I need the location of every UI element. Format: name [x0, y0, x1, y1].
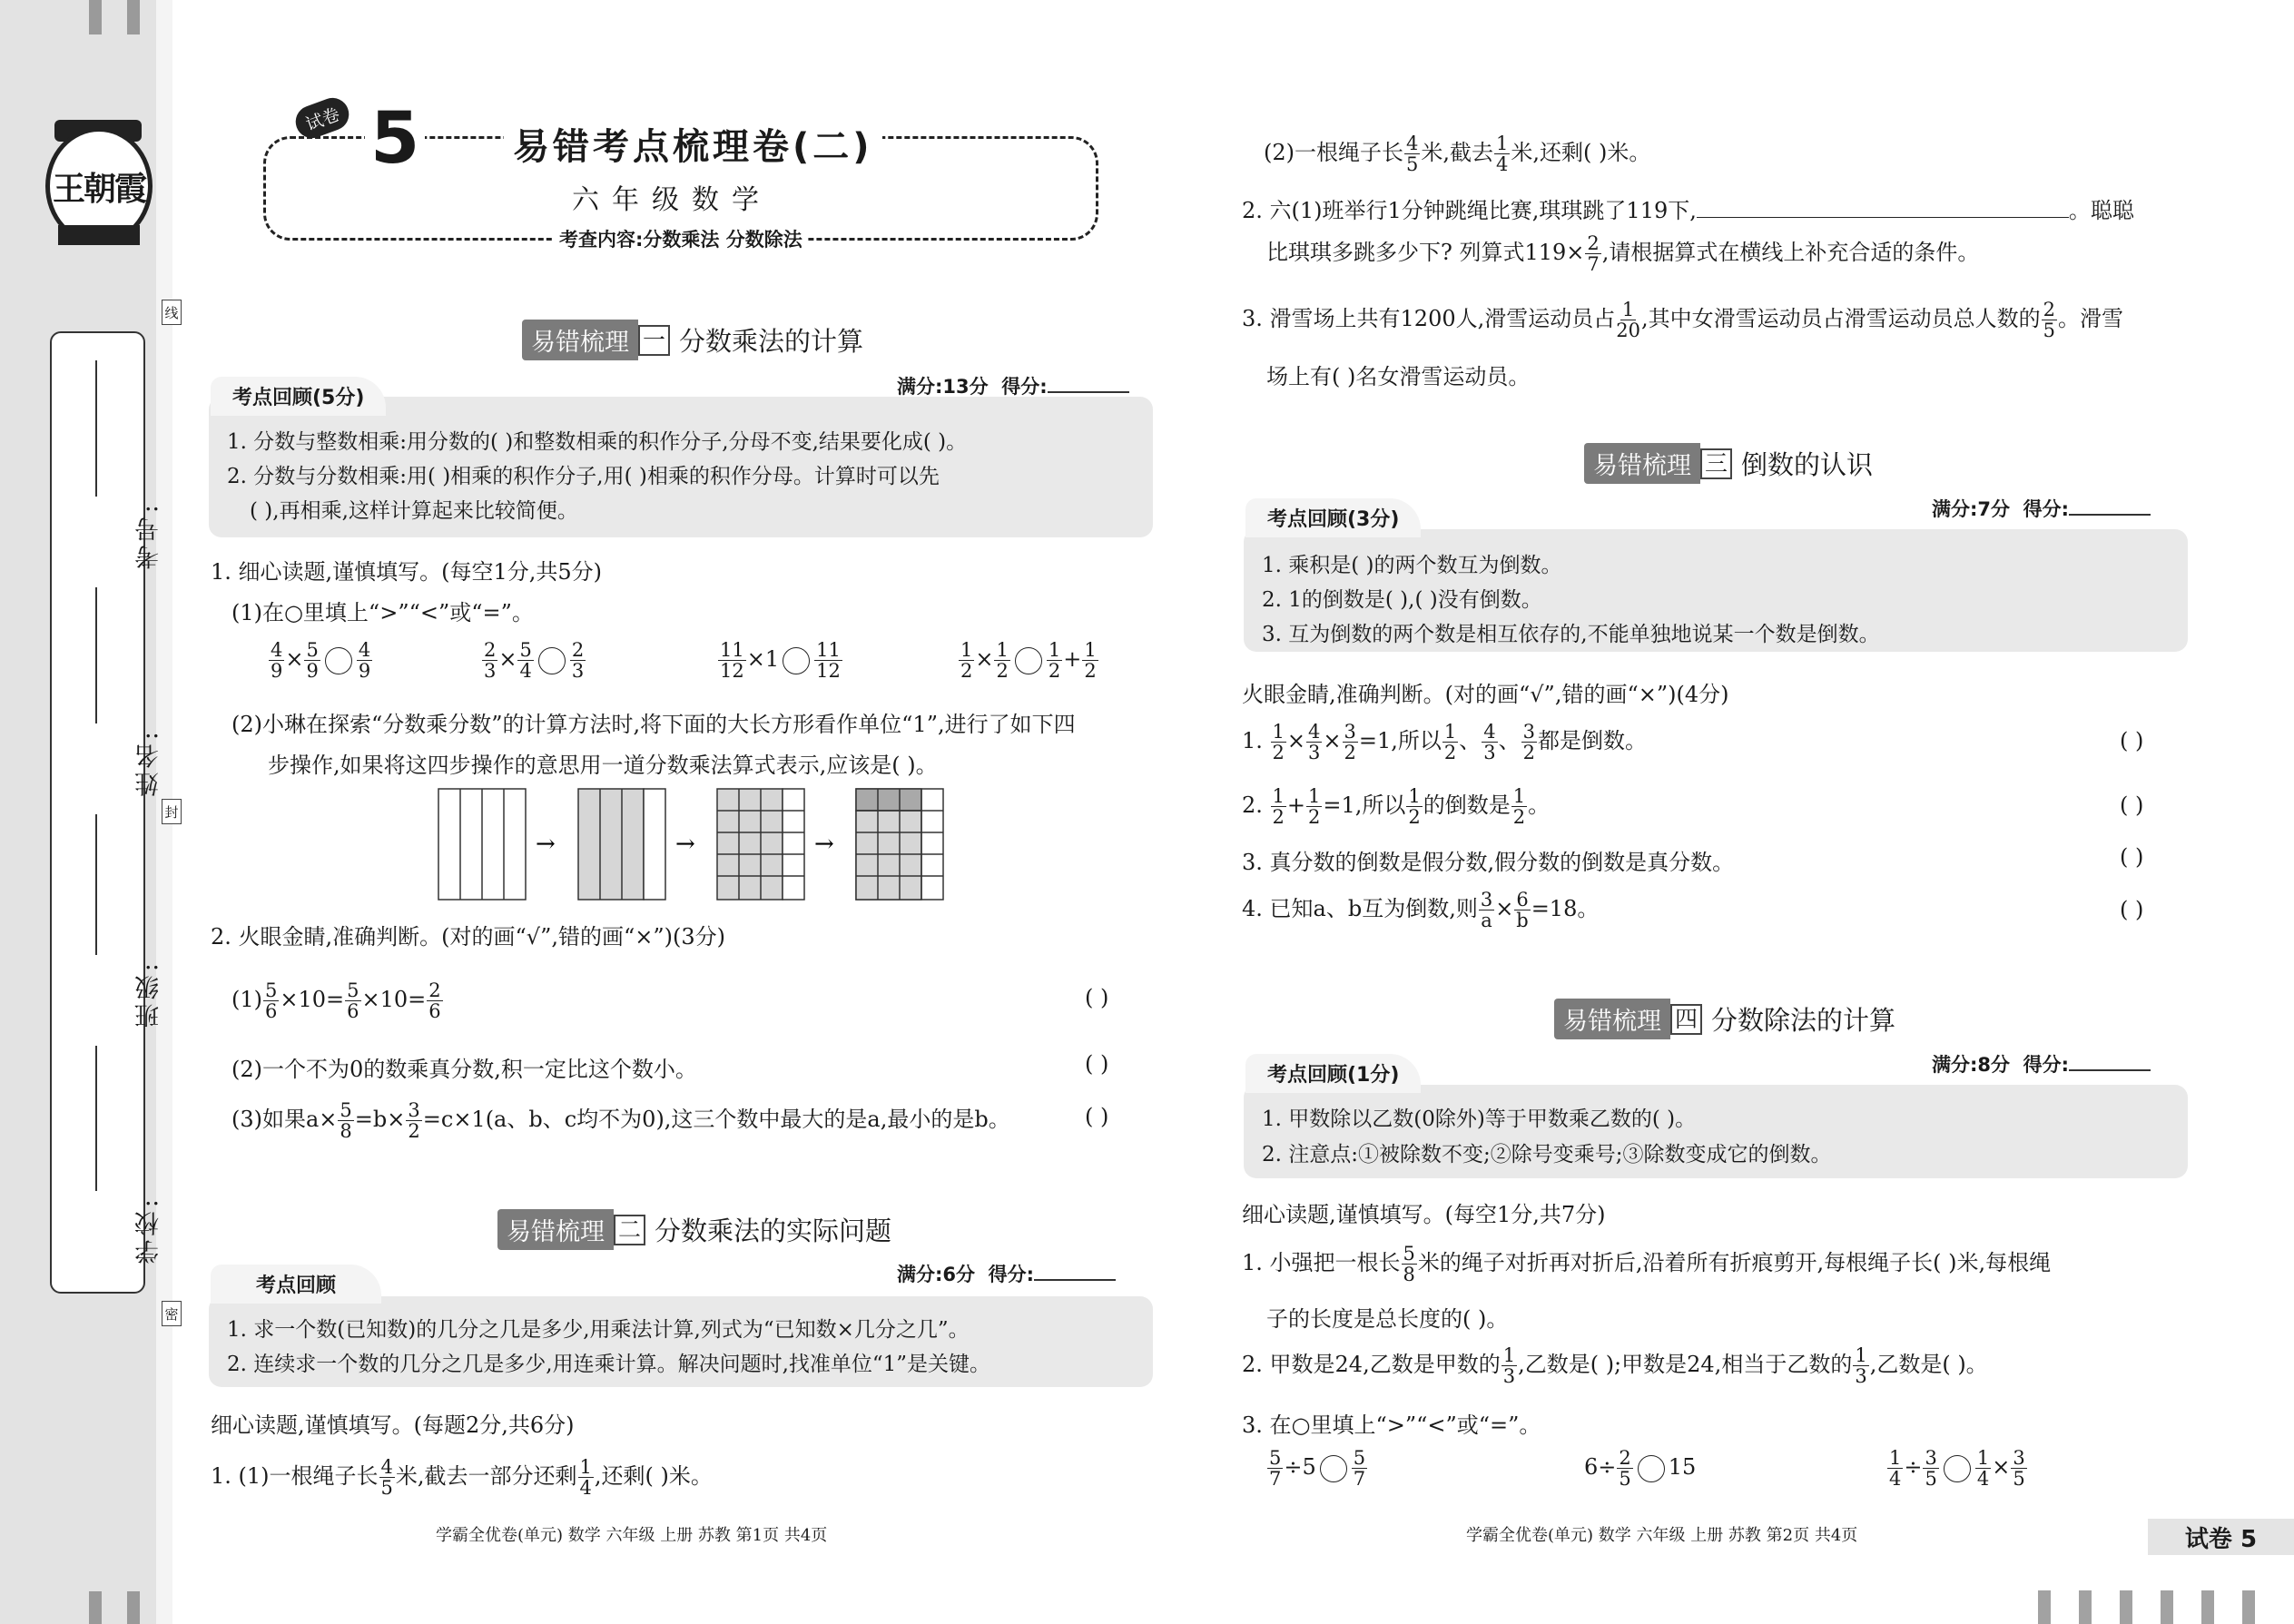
judge-1: (1) $\frac{5}{6}$ ×10= $\frac{5}{6}$ ×10= $\frac{2}{6}$ — [231, 979, 441, 1023]
compare-circle[interactable] — [1638, 1455, 1665, 1482]
compare-expr: $\frac{1}{4}$ ÷ $\frac{3}{5}$ $\frac{1}{4}$ × $\frac{3}{5}$ — [1889, 1447, 2025, 1491]
section-4-head: 细心读题,谨慎填写。(每空1分,共7分) — [1242, 1202, 1606, 1227]
exam-number-label: 考号: — [135, 501, 163, 570]
registration-mark — [2161, 1590, 2173, 1624]
review-tab-2: 考点回顾 — [211, 1265, 381, 1304]
review-line: 3. 互为倒数的两个数是相互依存的,不能单独地说某一个数是倒数。 — [1262, 623, 1880, 646]
review-line: 2. 连续求一个数的几分之几是多少,用连乘计算。解决问题时,找准单位“1”是关键。 — [227, 1353, 991, 1376]
section-2-q1: 1. (1)一根绳子长 $\frac{4}{5}$ 米,截去一部分还剩 $\frac{1}{4}$ ,还剩( )米。 — [211, 1456, 713, 1500]
registration-mark — [89, 1591, 102, 1624]
question-1-1: (1)在○里填上“>”“<”或“=”。 — [231, 600, 534, 625]
school-label: 学校: — [135, 1196, 163, 1265]
registration-mark — [2079, 1590, 2092, 1624]
section-2-head: 细心读题,谨慎填写。(每题2分,共6分) — [211, 1412, 575, 1438]
compare-expr: 6÷ $\frac{2}{5}$ 15 — [1584, 1447, 1697, 1491]
cut-mark-dense: 密 — [162, 1301, 182, 1326]
judge-reciprocal-4: 4. 已知a、b互为倒数,则 $\frac{3}{a}$ × $\frac{6}{b}$ =18。 — [1242, 889, 1600, 932]
section-2-q2: 2. 六(1)班举行1分钟跳绳比赛,琪琪跳了119下, 。聪聪 — [1242, 198, 2134, 223]
section-4-q2: 2. 甲数是24,乙数是甲数的 $\frac{1}{3}$ ,乙数是( );甲数是24,相当于乙数的 $\frac{1}{3}$ ,乙数是( )。 — [1242, 1344, 1988, 1388]
score-4: 满分:8分 得分: — [1932, 1050, 2151, 1078]
judge-3: (3)如果a× $\frac{5}{8}$ =b× $\frac{3}{2}$ =c×1(a、b、c均不为0),这三个数中最大的是a,最小的是b。 — [231, 1099, 1010, 1143]
review-line: 1. 甲数除以乙数(0除外)等于甲数乘乙数的( )。 — [1262, 1107, 1697, 1131]
section-2-q3: 3. 滑雪场上共有1200人,滑雪运动员占 $\frac{1}{20}$ ,其中女滑雪运动员占滑雪运动员总人数的 $\frac{2}{5}$ 。滑雪 — [1242, 299, 2123, 342]
unit-rectangle-diagram — [438, 788, 946, 901]
registration-mark — [2242, 1590, 2255, 1624]
step-1-rect — [438, 789, 526, 900]
review-tab-1: 考点回顾(5分) — [211, 377, 386, 416]
judge-2: (2)一个不为0的数乘真分数,积一定比这个数小。 — [231, 1057, 697, 1082]
footer-left: 学霸全优卷(单元) 数学 六年级 上册 苏教 第1页 共4页 — [436, 1526, 828, 1545]
judge-reciprocal-2: 2. $\frac{1}{2}$ + $\frac{1}{2}$ =1,所以 $\frac{1}{2}$ 的倒数是 $\frac{1}{2}$ 。 — [1242, 785, 1551, 829]
exam-number-line[interactable] — [95, 360, 97, 497]
section-2-q1-2: (2)一根绳子长 $\frac{4}{5}$ 米,截去 $\frac{1}{4}$ 米,还剩( )米。 — [1264, 133, 1651, 176]
compare-expr: $\frac{1}{2}$ × $\frac{1}{2}$ $\frac{1}{2}$ + $\frac{1}{2}$ — [960, 639, 1097, 683]
registration-mark — [2201, 1590, 2214, 1624]
answer-paren[interactable]: ( ) — [1085, 1104, 1109, 1129]
review-line: 2. 分数与分数相乘:用( )相乘的积作分子,用( )相乘的积作分母。计算时可以先 — [227, 465, 940, 488]
exam-scope: 考查内容:分数乘法 分数除法 — [554, 225, 808, 252]
review-tab-3: 考点回顾(3分) — [1245, 498, 1421, 537]
compare-expr: $\frac{4}{9}$ × $\frac{5}{9}$ $\frac{4}{9}$ — [271, 639, 371, 683]
compare-circle[interactable] — [783, 647, 810, 674]
question-1-2-cont: 步操作,如果将这四步操作的意思用一道分数乘法算式表示,应该是( )。 — [268, 753, 938, 778]
paper-tag: 试卷 — [291, 94, 354, 143]
review-tab-4: 考点回顾(1分) — [1245, 1054, 1421, 1093]
student-info-card — [50, 331, 163, 1294]
class-label: 班级: — [135, 960, 163, 1029]
answer-paren[interactable]: ( ) — [1085, 985, 1109, 1010]
compare-circle[interactable] — [538, 647, 566, 674]
score-1: 满分:13分 得分: — [897, 372, 1129, 399]
subject: 六年级数学 — [572, 184, 772, 216]
question-1-head: 1. 细心读题,谨慎填写。(每空1分,共5分) — [211, 559, 603, 585]
name-line[interactable] — [95, 587, 97, 723]
compare-expr: $\frac{11}{12}$ ×1 $\frac{11}{12}$ — [720, 639, 841, 683]
cut-mark-line: 线 — [162, 300, 182, 325]
answer-paren[interactable]: ( ) — [2120, 844, 2144, 870]
step-4-rect — [856, 789, 943, 900]
section-heading-4: 易错梳理 四 分数除法的计算 — [1554, 999, 1895, 1039]
section-4-q1: 1. 小强把一根长 $\frac{5}{8}$ 米的绳子对折再对折后,沿着所有折痕剪开,每根绳子长( )米,每根绳 — [1242, 1243, 2052, 1286]
section-4-q3: 3. 在○里填上“>”“<”或“=”。 — [1242, 1412, 1541, 1438]
answer-paren[interactable]: ( ) — [1085, 1051, 1109, 1077]
compare-expr: $\frac{2}{3}$ × $\frac{5}{4}$ $\frac{2}{3}$ — [484, 639, 585, 683]
section-heading-3: 易错梳理 三 倒数的认识 — [1584, 443, 1873, 484]
registration-mark — [2038, 1590, 2051, 1624]
answer-paren[interactable]: ( ) — [2120, 792, 2144, 818]
review-line: 1. 分数与整数相乘:用分数的( )和整数相乘的积作分子,分母不变,结果要化成( )。 — [227, 430, 968, 454]
paper-number: 5 — [365, 98, 425, 180]
section-4-q1-cont: 子的长度是总长度的( )。 — [1266, 1306, 1509, 1332]
cut-mark-seal: 封 — [162, 799, 182, 824]
section-heading-2: 易错梳理 二 分数乘法的实际问题 — [497, 1209, 891, 1250]
registration-mark — [89, 0, 102, 34]
arrow-icon: → — [536, 831, 556, 858]
review-line: ( ),再相乘,这样计算起来比较简便。 — [250, 499, 578, 523]
class-line[interactable] — [95, 814, 97, 955]
arrow-icon: → — [675, 831, 695, 858]
compare-circle[interactable] — [1015, 647, 1042, 674]
name-label: 姓名: — [135, 728, 163, 797]
score-2: 满分:6分 得分: — [897, 1260, 1116, 1287]
judge-reciprocal-1: 1. $\frac{1}{2}$ × $\frac{4}{3}$ × $\frac{3}{2}$ =1,所以 $\frac{1}{2}$ 、 $\frac{4}{3}$ 、 $\frac{3}{2}$ 都是倒数。 — [1242, 721, 1648, 764]
registration-mark — [127, 0, 140, 34]
judge-reciprocal-3: 3. 真分数的倒数是假分数,假分数的倒数是真分数。 — [1242, 850, 1735, 875]
score-3: 满分:7分 得分: — [1932, 495, 2151, 522]
answer-paren[interactable]: ( ) — [2120, 897, 2144, 922]
footer-right: 学霸全优卷(单元) 数学 六年级 上册 苏教 第2页 共4页 — [1466, 1526, 1858, 1545]
brand-name: 王朝霞 — [52, 169, 145, 208]
question-1-2: (2)小琳在探索“分数乘分数”的计算方法时,将下面的大长方形看作单位“1”,进行了如下四 — [231, 712, 1076, 737]
compare-circle[interactable] — [325, 647, 352, 674]
paper-badge: 试卷 5 — [2148, 1519, 2294, 1555]
compare-circle[interactable] — [1944, 1455, 1971, 1482]
review-line: 2. 注意点:①被除数不变;②除号变乘号;③除数变成它的倒数。 — [1262, 1143, 1832, 1166]
step-3-rect — [717, 789, 804, 900]
condition-blank[interactable] — [1697, 217, 2069, 218]
arrow-icon: → — [814, 831, 834, 858]
compare-expr: $\frac{5}{7}$ ÷5 $\frac{5}{7}$ — [1269, 1447, 1366, 1491]
answer-paren[interactable]: ( ) — [2120, 728, 2144, 753]
section-heading-1: 易错梳理 一 分数乘法的计算 — [522, 320, 863, 360]
review-line: 1. 求一个数(已知数)的几分之几是多少,用乘法计算,列式为“已知数×几分之几”。 — [227, 1318, 970, 1342]
section-2-q2-cont: 比琪琪多跳多少下? 列算式119× $\frac{2}{7}$ ,请根据算式在横线上补充合适的条件。 — [1266, 232, 1980, 276]
section-3-head: 火眼金睛,准确判断。(对的画“√”,错的画“×”)(4分) — [1242, 682, 1729, 707]
registration-mark — [2120, 1590, 2132, 1624]
step-2-rect — [578, 789, 665, 900]
question-2-head: 2. 火眼金睛,准确判断。(对的画“√”,错的画“×”)(3分) — [211, 924, 725, 950]
review-line: 2. 1的倒数是( ),( )没有倒数。 — [1262, 588, 1542, 612]
section-2-q3-cont: 场上有( )名女滑雪运动员。 — [1266, 364, 1531, 389]
compare-circle[interactable] — [1320, 1455, 1347, 1482]
page-title: 易错考点梳理卷(二) — [504, 118, 882, 170]
school-line[interactable] — [95, 1046, 97, 1191]
review-line: 1. 乘积是( )的两个数互为倒数。 — [1262, 554, 1562, 577]
registration-mark — [127, 1591, 140, 1624]
logo-ribbon — [58, 225, 140, 245]
